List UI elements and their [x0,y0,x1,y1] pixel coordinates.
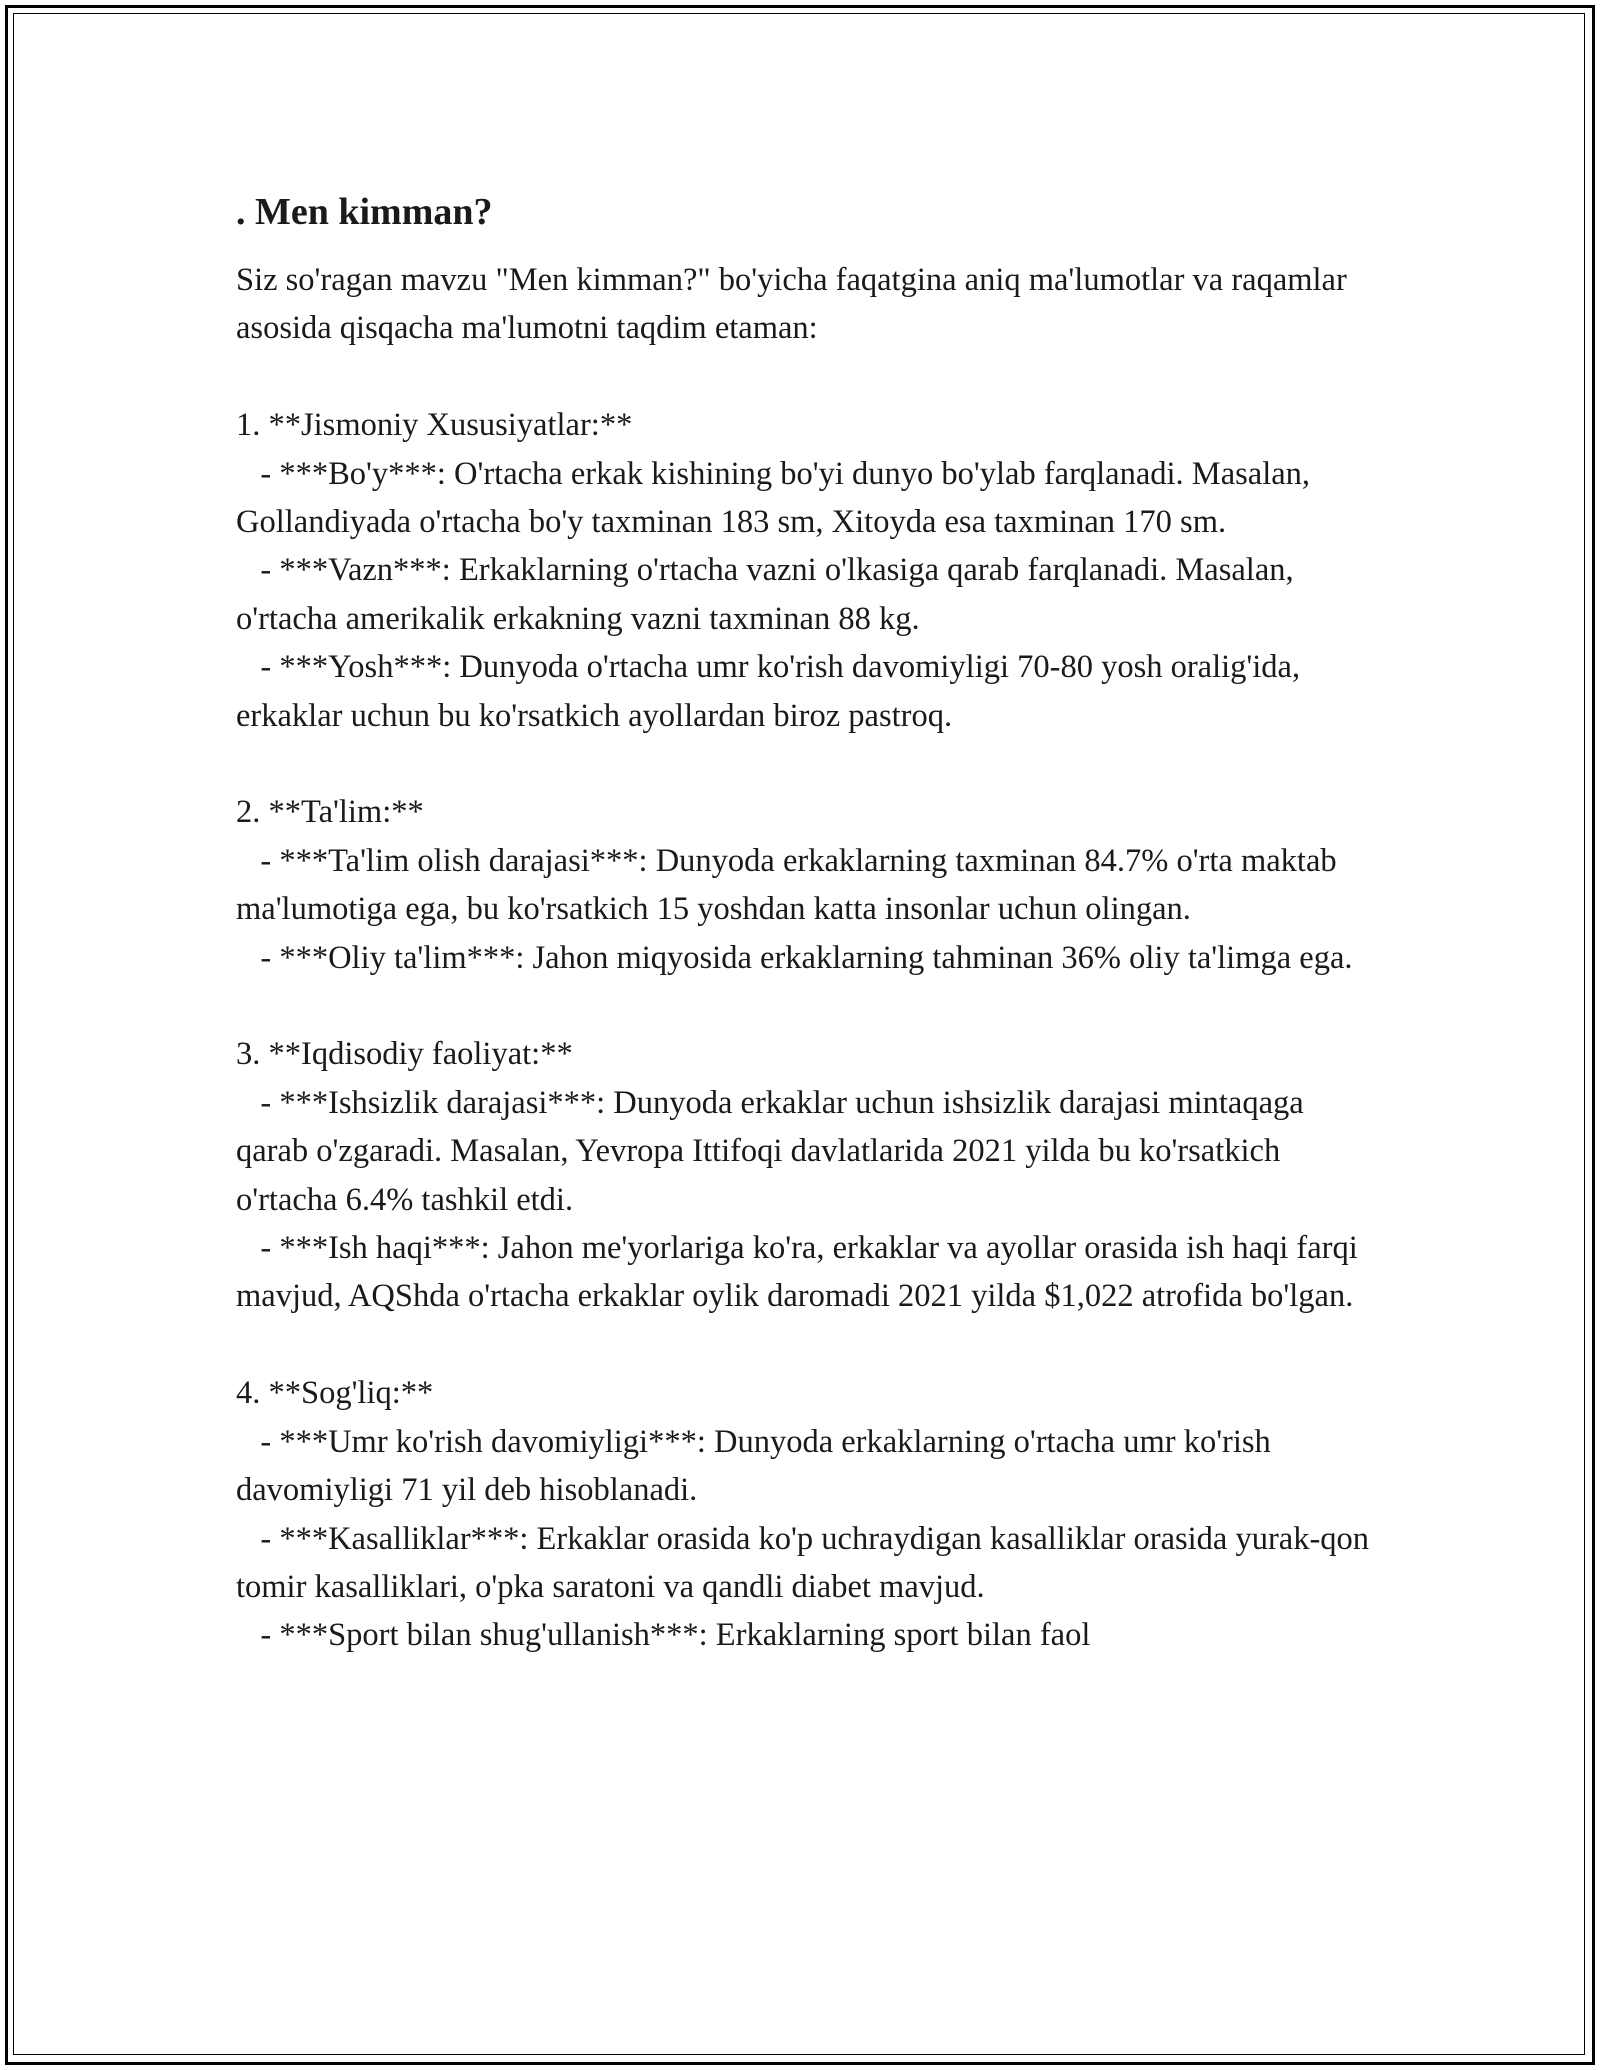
list-item: - ***Umr ko'rish davomiyligi***: Dunyoda erkaklarning o'rtacha umr ko'rish davomiyligi 71 yil deb hisoblanadi. [236,1423,1279,1509]
section-education [236,788,1376,982]
list-item: - ***Ta'lim olish darajasi***: Dunyoda erkaklarning taxminan 84.7% o'rta maktab ma'lumotiga ega, bu ko'rsatkich 15 yoshdan katta insonlar uchun olingan. [236,842,1345,928]
section-heading: 1. **Jismoniy Xususiyatlar:** [236,407,633,444]
list-item: - ***Kasalliklar***: Erkaklar orasida ko'p uchraydigan kasalliklar orasida yurak-qon tomir kasalliklari, o'pka saratoni va qandli diabet mavjud. [236,1520,1378,1605]
section-economic [236,1030,1376,1320]
spacer [236,740,1376,788]
section-health [236,1369,1376,1659]
list-item: - ***Ish haqi***: Jahon me'yorlariga ko'ra, erkaklar va ayollar orasida ish haqi farqi mavjud, AQShda o'rtacha erkaklar oylik daromadi 2021 yilda $1,022 atrofida bo'lgan. [236,1230,1366,1315]
list-item: - ***Sport bilan shug'ullanish***: Erkaklarning sport bilan faol [236,1617,1091,1654]
section-heading: 3. **Iqdisodiy faoliyat:** [236,1036,573,1073]
list-item: - ***Vazn***: Erkaklarning o'rtacha vazni o'lkasiga qarab farqlanadi. Masalan, o'rtacha amerikalik erkakning vazni taxminan 88 kg. [236,552,1302,637]
document-body [236,186,1376,1660]
list-item: - ***Ishsizlik darajasi***: Dunyoda erkaklar uchun ishsizlik darajasi mintaqaga qarab o'zgaradi. Masalan, Yevropa Ittifoqi davlatlarida 2021 yilda bu ko'rsatkich o'rtacha 6.4% tashkil etdi. [236,1084,1312,1218]
page-title: . Men kimman? [236,191,493,233]
list-item: - ***Bo'y***: O'rtacha erkak kishining bo'yi dunyo bo'ylab farqlanadi. Masalan, Gollandiyada o'rtacha bo'y taxminan 183 sm, Xitoyda esa taxminan 170 sm. [236,455,1319,541]
section-heading: 2. **Ta'lim:** [236,794,424,831]
section-physical [236,401,1376,740]
list-item: - ***Yosh***: Dunyoda o'rtacha umr ko'rish davomiyligi 70-80 yosh oralig'ida, erkaklar uchun bu ko'rsatkich ayollardan biroz pastroq. [236,649,1309,734]
spacer [236,353,1376,401]
spacer [236,982,1376,1030]
spacer [236,1321,1376,1369]
intro-paragraph: Siz so'ragan mavzu "Men kimman?" bo'yicha faqatgina aniq ma'lumotlar va raqamlar asosida qisqacha ma'lumotni taqdim etaman: [236,262,1355,347]
section-heading: 4. **Sog'liq:** [236,1375,434,1412]
list-item: - ***Oliy ta'lim***: Jahon miqyosida erkaklarning tahminan 36% oliy ta'limga ega. [236,939,1353,976]
